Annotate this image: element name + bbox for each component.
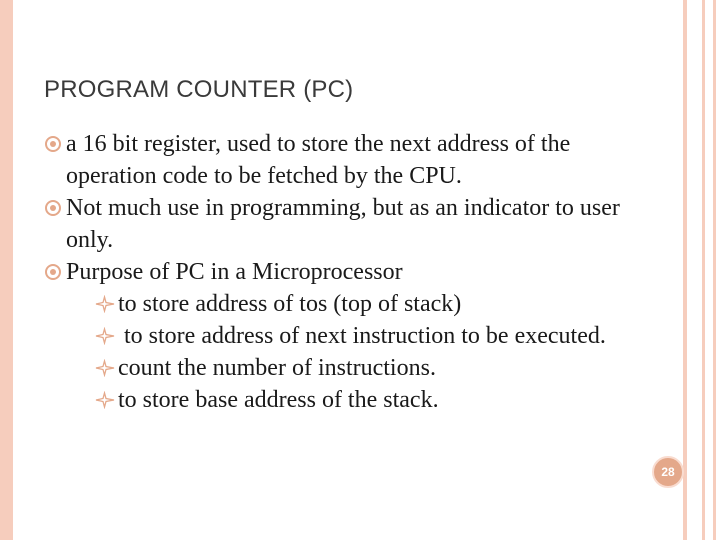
sparkle-bullet-icon	[94, 327, 116, 345]
bullet-item	[44, 128, 664, 192]
bullet-item	[44, 256, 664, 288]
bullet-item	[44, 192, 664, 256]
sub-bullet-item	[44, 320, 664, 352]
bullet-text: Not much use in programming, but as an indicator to user only.	[66, 195, 620, 253]
sub-bullet-text: to store base address of the stack.	[118, 387, 439, 413]
sub-bullet-item	[44, 352, 664, 384]
bullet-text: Purpose of PC in a Microprocessor	[66, 259, 403, 285]
sub-bullet-item	[44, 288, 664, 320]
sub-bullet-text: to store address of tos (top of stack)	[118, 291, 462, 317]
sub-bullet-text: count the number of instructions.	[118, 355, 436, 381]
sun-bullet-icon	[44, 263, 62, 281]
sub-bullet-item	[44, 384, 664, 416]
sub-bullet-text: to store address of next instruction to be executed.	[124, 323, 606, 349]
sun-bullet-icon	[44, 199, 62, 217]
left-frame-bar	[0, 0, 13, 540]
slide-body	[44, 128, 664, 416]
bullet-text: a 16 bit register, used to store the next address of the operation code to be fetched by the CPU.	[66, 131, 571, 189]
right-frame-lines	[683, 0, 705, 540]
sparkle-bullet-icon	[94, 359, 116, 377]
sun-bullet-icon	[44, 135, 62, 153]
sparkle-bullet-icon	[94, 295, 116, 313]
page-number-badge: 28	[652, 456, 684, 488]
right-frame-outer-line	[713, 0, 716, 540]
sparkle-bullet-icon	[94, 391, 116, 409]
slide-title: PROGRAM COUNTER (PC)	[44, 76, 354, 103]
